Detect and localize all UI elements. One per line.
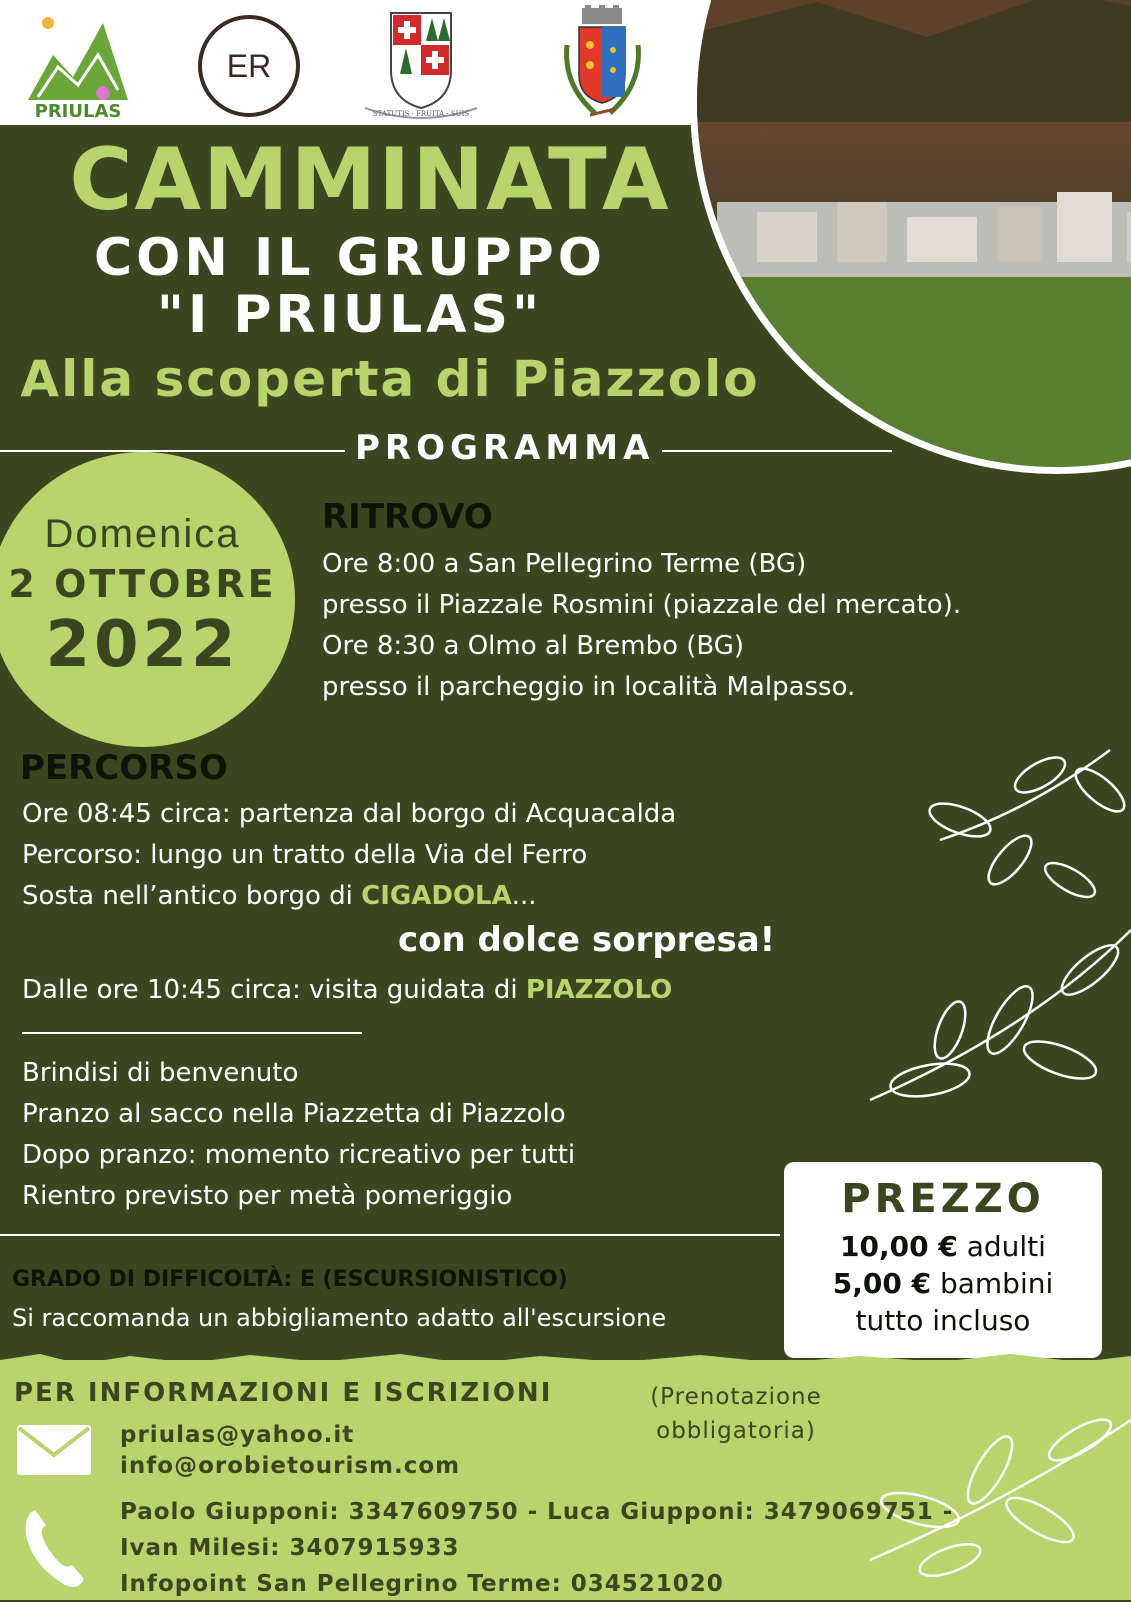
- page-title: CAMMINATA: [69, 130, 671, 230]
- booking-note-line2: obbligatoria): [656, 1418, 816, 1444]
- email-link[interactable]: priulas@yahoo.it: [120, 1422, 355, 1448]
- percorso-line: Percorso: lungo un tratto della Via del Ferro: [22, 840, 588, 870]
- programma-heading: PROGRAMMA: [355, 428, 655, 468]
- booking-note-line1: (Prenotazione: [650, 1384, 822, 1410]
- email-list: [120, 1420, 460, 1482]
- date-weekday: Domenica: [44, 512, 241, 556]
- photo-houses: [717, 182, 1131, 292]
- phone-line[interactable]: Ivan Milesi: 3407915933: [120, 1535, 460, 1561]
- booking-note: [636, 1380, 836, 1448]
- percorso-title: PERCORSO: [20, 748, 228, 788]
- priulas-logo-text: PRIULAS: [34, 101, 122, 122]
- price-child-label: bambini: [931, 1267, 1054, 1300]
- percorso-list: [22, 794, 676, 917]
- subtitle-line1: CON IL GRUPPO: [94, 228, 606, 288]
- difficulty-divider: [0, 1234, 780, 1236]
- phone-icon: [20, 1505, 90, 1590]
- surprise-text: con dolce sorpresa!: [398, 920, 776, 960]
- date-badge: [0, 452, 295, 747]
- ritrovo-line: Ore 8:00 a San Pellegrino Terme (BG): [322, 549, 807, 579]
- price-adult-label: adulti: [957, 1230, 1046, 1263]
- section-divider: [22, 1032, 362, 1034]
- email-icon: [17, 1425, 91, 1475]
- photo-ridge: [697, 0, 1131, 122]
- ter-logo-text: ER: [226, 48, 272, 84]
- percorso-visit: [22, 970, 672, 1011]
- municipal-crest-icon: [555, 5, 650, 125]
- ritrovo-list: [322, 544, 961, 708]
- price-child-amount: 5,00 €: [832, 1267, 932, 1300]
- extras-list: [22, 1053, 575, 1217]
- subtitle-line2: "I PRIULAS": [156, 285, 544, 345]
- ritrovo-title: RITROVO: [322, 497, 493, 537]
- leaf-branch-icon: [810, 730, 1131, 1170]
- extras-item: Pranzo al sacco nella Piazzetta di Piazzolo: [22, 1099, 566, 1129]
- cigadola-highlight: CIGADOLA: [361, 881, 512, 911]
- price-child: [784, 1265, 1102, 1302]
- date-year: 2022: [45, 608, 240, 682]
- extras-item: Dopo pranzo: momento ricreativo per tutti: [22, 1140, 576, 1170]
- page-subtitle: [20, 230, 680, 344]
- tagline: Alla scoperta di Piazzolo: [20, 350, 760, 408]
- ritrovo-line: Ore 8:30 a Olmo al Brembo (BG): [322, 631, 745, 661]
- phone-list: [120, 1494, 953, 1602]
- phone-line[interactable]: Paolo Giupponi: 3347609750 - Luca Giupponi: 3479069751 -: [120, 1499, 954, 1525]
- ritrovo-line: presso il Piazzale Rosmini (piazzale del mercato).: [322, 590, 962, 620]
- difficulty-note: Si raccomanda un abbigliamento adatto all'escursione: [12, 1304, 667, 1332]
- date-day-month: 2 OTTOBRE: [8, 562, 277, 606]
- price-box: [784, 1162, 1102, 1358]
- email-link[interactable]: info@orobietourism.com: [120, 1453, 461, 1479]
- extras-item: Brindisi di benvenuto: [22, 1058, 299, 1088]
- price-title: PREZZO: [841, 1176, 1045, 1222]
- percorso-text: Dalle ore 10:45 circa: visita guidata di: [22, 975, 526, 1005]
- info-title: PER INFORMAZIONI E ISCRIZIONI: [14, 1378, 553, 1408]
- difficulty-title: GRADO DI DIFFICOLTÀ: E (ESCURSIONISTICO): [12, 1267, 568, 1292]
- percorso-text: Sosta nell’antico borgo di: [22, 881, 362, 911]
- ter-logo: [198, 15, 300, 117]
- coat-of-arms-icon: [360, 8, 482, 124]
- coat-motto: STATUTIS · FRUITA · SUIS: [372, 110, 470, 118]
- priulas-logo: [28, 15, 128, 123]
- extras-item: Rientro previsto per metà pomeriggio: [22, 1181, 513, 1211]
- ritrovo-line: presso il parcheggio in località Malpasso.: [322, 672, 856, 702]
- percorso-ellipsis: ...: [511, 881, 537, 911]
- price-included: tutto incluso: [855, 1304, 1031, 1337]
- price-adult-amount: 10,00 €: [840, 1230, 958, 1263]
- percorso-line: [22, 876, 676, 917]
- percorso-line: Ore 08:45 circa: partenza dal borgo di Acquacalda: [22, 799, 677, 829]
- piazzolo-highlight: PIAZZOLO: [525, 975, 673, 1005]
- price-adult: [784, 1228, 1102, 1265]
- phone-line[interactable]: Infopoint San Pellegrino Terme: 034521020: [120, 1571, 724, 1597]
- programma-divider-right: [662, 450, 892, 452]
- programma-divider-left: [0, 450, 345, 452]
